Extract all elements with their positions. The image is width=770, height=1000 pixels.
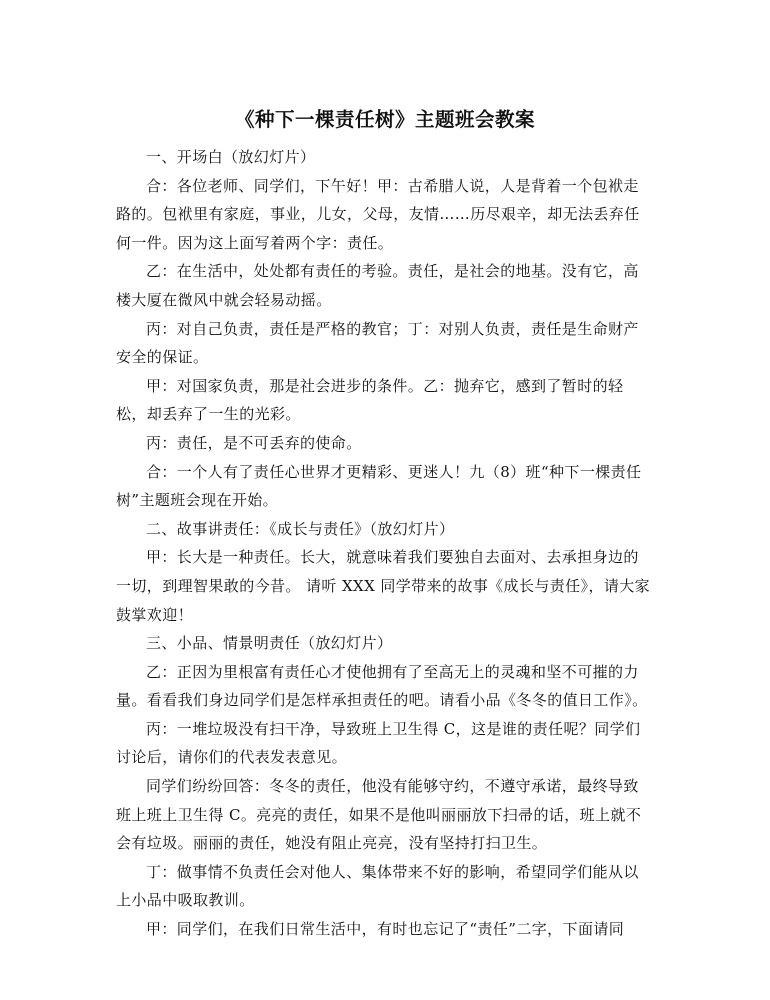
paragraph-line: 同学们纷纷回答：冬冬的责任，他没有能够守约，不遵守承诺，最终导致: [146, 777, 639, 796]
paragraph-line: 合：一个人有了责任心世界才更精彩、更迷人！九（8）班“种下一棵责任: [146, 462, 642, 481]
paragraph: [116, 515, 652, 544]
paragraph: [116, 658, 652, 715]
paragraph-line: 丁：做事情不负责任会对他人、集体带来不好的影响，希望同学们能从以: [146, 862, 639, 881]
paragraph-line: 何一件。因为这上面写着两个字：责任。: [116, 233, 394, 252]
paragraph: [116, 257, 652, 314]
paragraph-line: 路的。包袱里有家庭，事业，儿女，父母，友情……历尽艰辛，却无法丢弃任: [116, 205, 640, 224]
paragraph-line: 合：各位老师、同学们，下午好！甲：古希腊人说，人是背着一个包袱走: [146, 176, 639, 195]
paragraph: [116, 458, 652, 515]
paragraph-line: 班上班上卫生得 C。亮亮的责任，如果不是他叫丽丽放下扫帚的话，班上就不: [116, 805, 642, 824]
paragraph-line: 甲：对国家负责，那是社会进步的条件。乙：抛弃它，感到了暂时的轻: [146, 376, 624, 395]
document-body: [116, 143, 652, 944]
paragraph-line: 甲：同学们，在我们日常生活中，有时也忘记了“责任”二字，下面请同: [146, 920, 625, 939]
document-title: 《种下一棵责任树》主题班会教案: [234, 108, 535, 131]
paragraph: [116, 715, 652, 772]
paragraph-line: 一、开场白（放幻灯片）: [146, 148, 316, 166]
paragraph: [116, 543, 652, 629]
paragraph-line: 一切，到理智果敢的今昔。 请听 XXX 同学带来的故事《成长与责任》，请大家: [116, 576, 651, 595]
paragraph: [116, 772, 652, 858]
paragraph-line: 丙：责任，是不可丢弃的使命。: [146, 433, 362, 452]
paragraph: [116, 315, 652, 372]
paragraph: [116, 429, 652, 458]
paragraph-line: 乙：在生活中，处处都有责任的考验。责任，是社会的地基。没有它，高: [146, 262, 639, 281]
paragraph-line: 楼大厦在微风中就会轻易动摇。: [116, 290, 332, 309]
paragraph-line: 丙：一堆垃圾没有扫干净，导致班上卫生得 C，这是谁的责任呢？同学们: [146, 719, 641, 738]
paragraph: [116, 172, 652, 258]
paragraph: [116, 858, 652, 915]
paragraph: [116, 372, 652, 429]
paragraph-line: 松，却丢弃了一生的光彩。: [116, 405, 301, 424]
paragraph-line: 丙：对自己负责，责任是严格的教官；丁：对别人负责，责任是生命财产: [146, 319, 639, 338]
paragraph-line: 鼓掌欢迎！: [116, 605, 194, 624]
paragraph-line: 会有垃圾。丽丽的责任，她没有阻止亮亮，没有坚持打扫卫生。: [116, 834, 548, 853]
paragraph: [116, 143, 652, 172]
paragraph-line: 量。看看我们身边同学们是怎样承担责任的吧。请看小品《冬冬的值日工作》。: [116, 691, 648, 710]
paragraph-line: 乙：正因为里根富有责任心才使他拥有了至高无上的灵魂和坚不可摧的力: [146, 662, 639, 681]
paragraph: [116, 629, 652, 658]
paragraph-line: 讨论后，请你们的代表发表意见。: [116, 748, 348, 767]
paragraph-line: 安全的保证。: [116, 348, 209, 367]
paragraph-line: 甲：长大是一种责任。长大，就意味着我们要独自去面对、去承担身边的: [146, 548, 639, 567]
paragraph-line: 二、故事讲责任：《成长与责任》（放幻灯片）: [146, 519, 455, 538]
paragraph-line: 上小品中吸取教训。: [116, 891, 255, 910]
paragraph-line: 三、小品、情景明责任（放幻灯片）: [146, 634, 393, 653]
paragraph-line: 树”主题班会现在开始。: [116, 491, 279, 510]
paragraph: [116, 915, 652, 944]
